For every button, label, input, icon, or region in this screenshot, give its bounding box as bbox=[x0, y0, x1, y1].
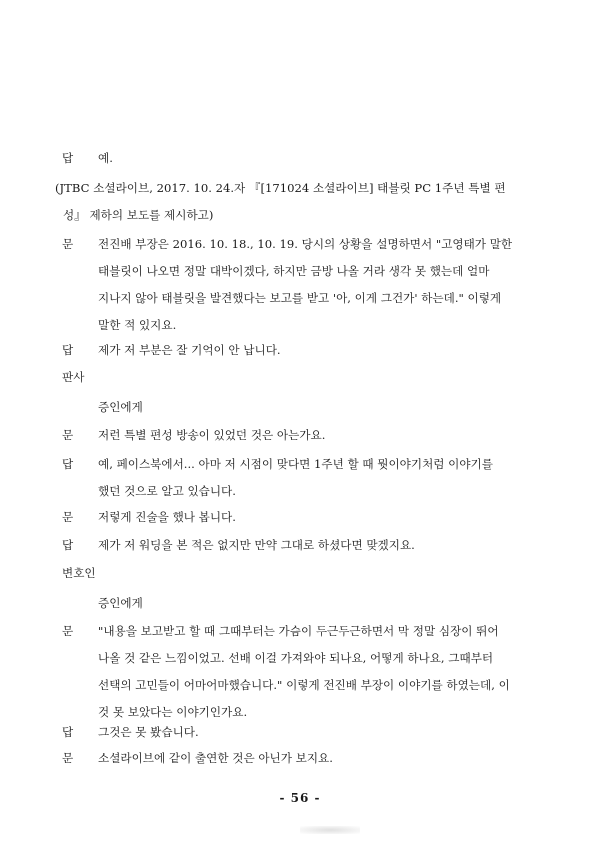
entry-line: 말한 적 있지요. bbox=[98, 318, 177, 332]
entry-line: "내용을 보고받고 할 때 그때부터는 가슴이 두근두근하면서 막 정말 심장이 뛰어 bbox=[98, 624, 499, 638]
entry-line: 태블릿이 나오면 정말 대박이겠다, 하지만 금방 나올 거라 생각 못 했는데 얼마 bbox=[98, 264, 490, 278]
question-marker: 문 bbox=[62, 751, 74, 765]
to-witness-label: 증인에게 bbox=[98, 596, 143, 610]
answer-marker: 답 bbox=[62, 725, 74, 739]
to-witness-label: 증인에게 bbox=[98, 400, 143, 414]
question-marker: 문 bbox=[62, 510, 74, 524]
entry-line: 예, 페이스북에서... 아마 저 시점이 맞다면 1주년 할 때 뭣이야기처럼 이야기를 bbox=[98, 457, 493, 471]
note-line: (JTBC 소셜라이브, 2017. 10. 24.자 『[171024 소셜라이브] 태블릿 PC 1주년 특별 편 bbox=[55, 181, 506, 195]
entry-line: 제가 저 워딩을 본 적은 없지만 만약 그대로 하셨다면 맞겠지요. bbox=[98, 538, 415, 552]
answer-marker: 답 bbox=[62, 457, 74, 471]
page-number: - 56 - bbox=[279, 791, 321, 805]
answer-marker: 답 bbox=[62, 343, 74, 357]
entry-line: 저렇게 진술을 했나 봅니다. bbox=[98, 510, 236, 524]
entry-line: 했던 것으로 알고 있습니다. bbox=[98, 484, 236, 498]
question-marker: 문 bbox=[62, 428, 74, 442]
speaker-judge: 판사 bbox=[62, 370, 85, 384]
entry-line: 선택의 고민들이 어마어마했습니다." 이렇게 전진배 부장이 이야기를 하였는데, 이 bbox=[98, 678, 510, 692]
question-marker: 문 bbox=[62, 624, 74, 638]
entry-line: 전진배 부장은 2016. 10. 18., 10. 19. 당시의 상황을 설명하면서 "고영태가 말한 bbox=[98, 237, 513, 251]
question-marker: 문 bbox=[62, 237, 74, 251]
entry-line: 소셜라이브에 같이 출연한 것은 아닌가 보지요. bbox=[98, 751, 333, 765]
note-line: 성』 제하의 보도를 제시하고) bbox=[63, 208, 214, 222]
exhibit-note bbox=[55, 175, 565, 229]
entry-line: 나올 것 같은 느낌이었고. 선배 이걸 가져와야 되나요, 어떻게 하나요, 그때부터 bbox=[98, 651, 494, 665]
entry-line: 예. bbox=[98, 151, 113, 165]
entry-line: 제가 저 부분은 잘 기억이 안 납니다. bbox=[98, 343, 281, 357]
entry-line: 저런 특별 편성 방송이 있었던 것은 아는가요. bbox=[98, 428, 326, 442]
scan-smudge bbox=[300, 826, 360, 834]
answer-marker: 답 bbox=[62, 151, 74, 165]
entry-line: 것 못 보았다는 이야기인가요. bbox=[98, 705, 248, 719]
entry-line: 그것은 못 봤습니다. bbox=[98, 725, 199, 739]
answer-marker: 답 bbox=[62, 538, 74, 552]
entry-line: 지나지 않아 태블릿을 발견했다는 보고를 받고 '아, 이게 그건가' 하는데." 이렇게 bbox=[98, 291, 502, 305]
speaker-lawyer: 변호인 bbox=[62, 566, 96, 580]
